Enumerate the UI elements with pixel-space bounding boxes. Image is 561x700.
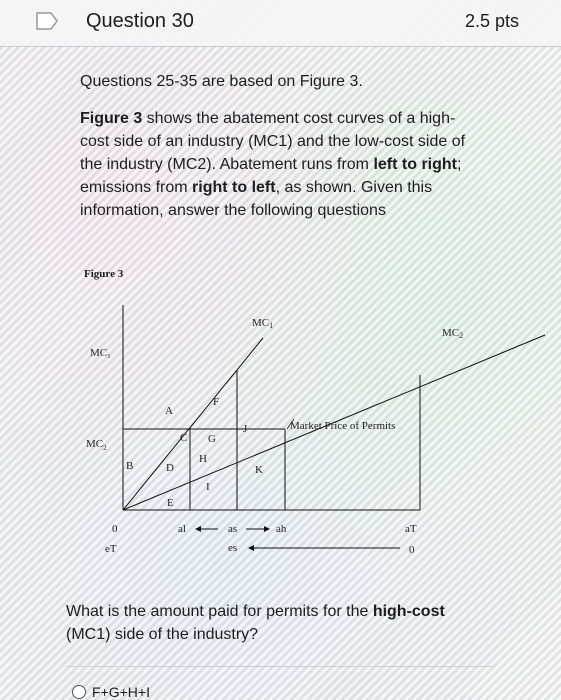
question-body xyxy=(80,70,480,236)
arrow-left-head xyxy=(195,526,201,532)
market-price-label: Market Price of Permits xyxy=(290,420,396,432)
region-i: I xyxy=(206,481,210,493)
region-j: J xyxy=(243,423,248,435)
figure-3-diagram xyxy=(0,280,561,590)
es-label: es xyxy=(228,542,238,554)
question-title: Question 30 xyxy=(86,10,194,32)
region-h: H xyxy=(199,453,207,465)
question-prompt: What is the amount paid for permits for the high-cost (MC1) side of the industry? xyxy=(66,603,445,643)
region-c: C xyxy=(180,432,188,444)
answer-label: F+G+H+I xyxy=(92,684,150,700)
arrow-right-head xyxy=(264,526,270,532)
mc1-curve xyxy=(123,338,263,510)
mc1-axis-label: MC₁ xyxy=(90,347,111,359)
divider xyxy=(66,666,495,667)
figure-ref: Figure 3 xyxy=(80,110,143,127)
al-label: al xyxy=(178,523,186,535)
question-points: 2.5 pts xyxy=(464,11,519,31)
at-label: aT xyxy=(405,523,417,535)
region-e: E xyxy=(167,497,174,509)
mc2-curve-label: MC2 xyxy=(442,327,464,340)
radio-button[interactable] xyxy=(72,685,86,699)
et-label: eT xyxy=(105,543,117,555)
answer-option[interactable] xyxy=(72,684,150,700)
figure-title: Figure 3 xyxy=(84,268,124,280)
zero-right-label: 0 xyxy=(409,544,415,556)
mc1-curve-label: MC1 xyxy=(252,317,274,330)
region-g: G xyxy=(208,433,216,445)
zero-left-label: 0 xyxy=(112,523,118,535)
region-d: D xyxy=(166,462,174,474)
intro-line: Questions 25-35 are based on Figure 3. xyxy=(80,73,363,90)
region-a: A xyxy=(165,405,173,417)
region-f: F xyxy=(213,396,220,408)
mc2-axis-label: $MC_2$ xyxy=(86,438,107,452)
as-label: as xyxy=(228,523,238,535)
region-b: B xyxy=(126,460,134,472)
ah-label: ah xyxy=(276,523,287,535)
flag-icon[interactable] xyxy=(35,11,59,31)
question-header xyxy=(0,0,561,47)
intro-paragraph: Figure 3 shows the abatement cost curves of a high-cost side of an industry (MC1) and the low-cost side of the industry (MC2). Abatement runs from left to right; emissions from right to left, as shown. Given this information, answer the following questions xyxy=(80,110,466,219)
emissions-arrow-head xyxy=(248,545,254,551)
region-k: K xyxy=(255,464,263,476)
